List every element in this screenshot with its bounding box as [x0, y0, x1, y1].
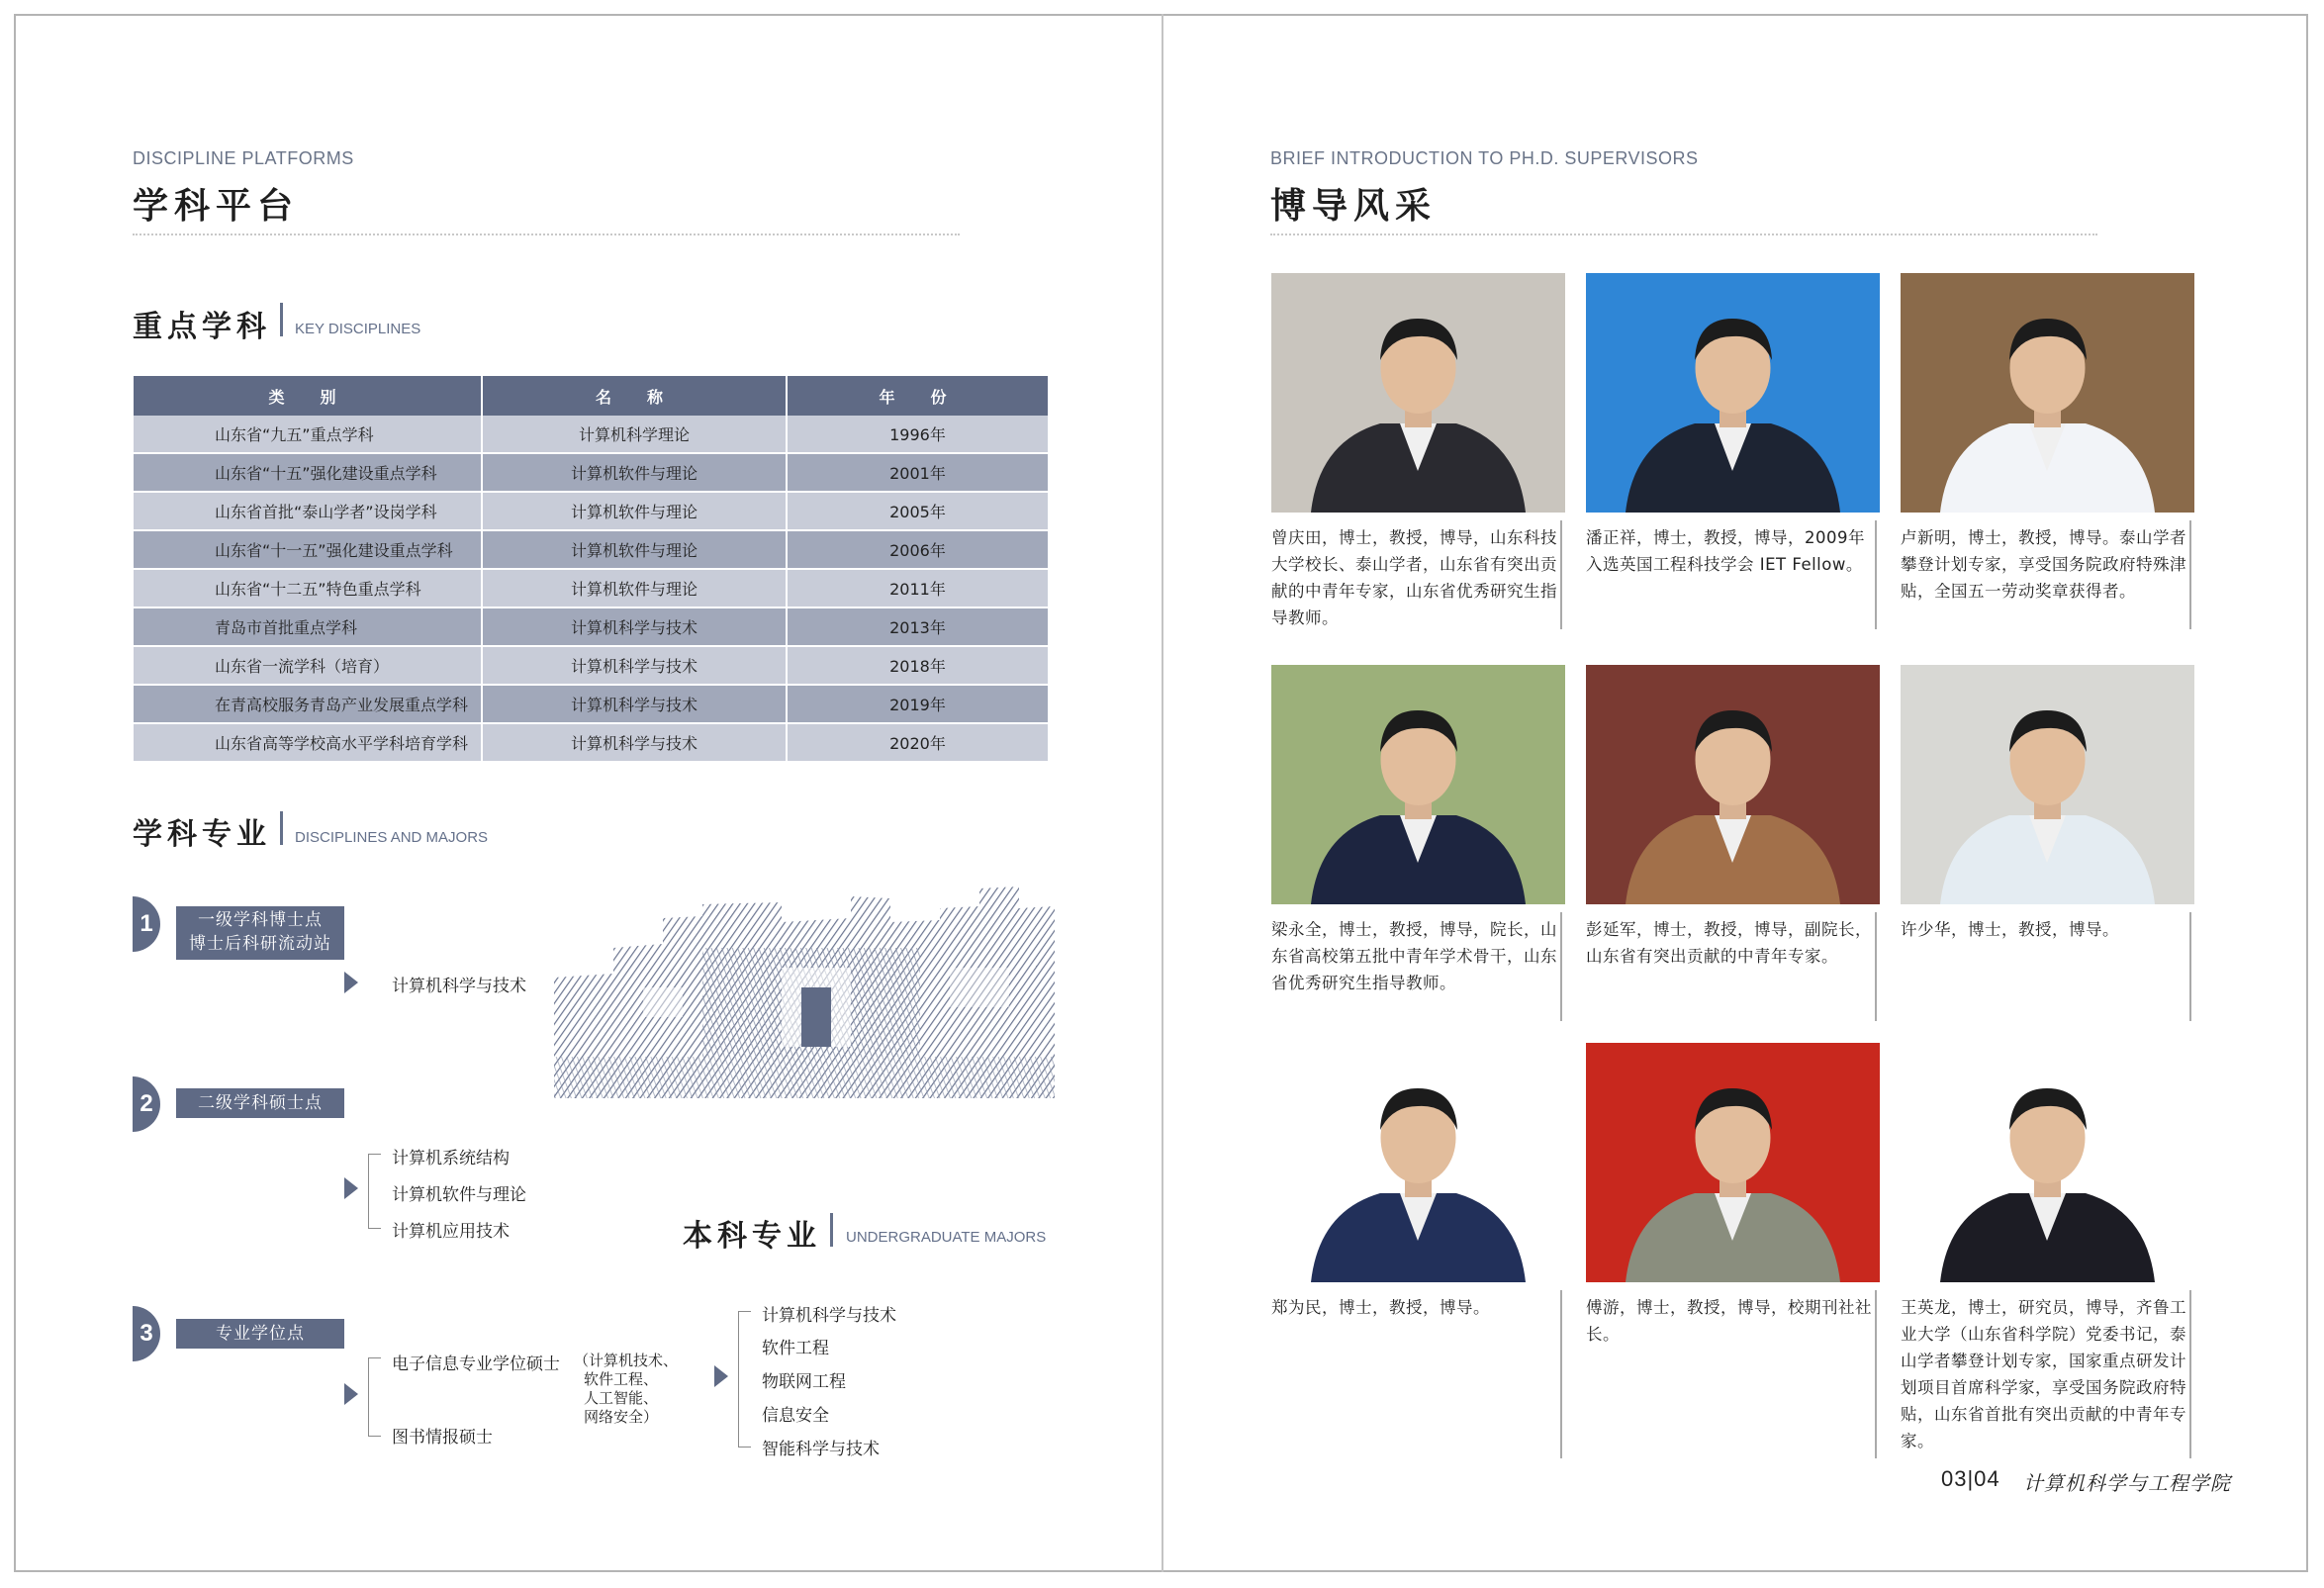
majors-title: 学科专业: [133, 817, 271, 852]
table-row: [134, 646, 1049, 685]
arrow-icon: [344, 972, 358, 993]
card-edge: [1560, 1290, 1562, 1458]
supervisor-photo: [1901, 665, 2194, 904]
supervisor-caption: 梁永全，博士，教授，博导，院长，山东省高校第五批中青年学术骨干，山东省优秀研究生指导教师。: [1271, 920, 1557, 992]
section-bar: [280, 811, 283, 845]
professional-item: 电子信息专业学位硕士: [392, 1354, 560, 1374]
table-cell: 计算机软件与理论: [482, 530, 787, 569]
supervisor-photo: [1271, 273, 1565, 513]
undergrad-title: 本科专业: [683, 1219, 821, 1254]
undergrad-title-en: UNDERGRADUATE MAJORS: [846, 1229, 1047, 1246]
table-cell: 2001年: [787, 453, 1049, 492]
supervisor-caption: 卢新明，博士，教授，博导。泰山学者攀登计划专家，享受国务院政府特殊津贴，全国五一劳动奖章获得者。: [1901, 528, 2186, 601]
column-header: 年 份: [787, 376, 1049, 416]
card-edge: [1875, 1290, 1877, 1458]
campus-sketch-image: [554, 879, 1055, 1098]
table-cell: 计算机科学与技术: [482, 646, 787, 685]
portrait-image: [1901, 665, 2194, 904]
card-edge: [1875, 912, 1877, 1021]
bracket: [368, 1154, 381, 1229]
card-edge: [1560, 912, 1562, 1021]
portrait-image: [1586, 273, 1880, 513]
key-disciplines-title-en: KEY DISCIPLINES: [295, 321, 421, 337]
professional-item-note: （计算机技术、 软件工程、 人工智能、 网络安全）: [574, 1352, 679, 1426]
supervisor-photo: [1271, 665, 1565, 904]
table-header-row: [134, 376, 1049, 416]
professional-item: 图书情报硕士: [392, 1428, 493, 1448]
supervisor-photo: [1271, 1043, 1565, 1282]
key-disciplines-title: 重点学科: [133, 310, 271, 344]
portrait-image: [1901, 1043, 2194, 1282]
supervisor-caption: 潘正祥，博士，教授，博导，2009年入选英国工程科技学会 IET Fellow。: [1586, 528, 1865, 574]
table-row: [134, 569, 1049, 607]
portrait-image: [1271, 273, 1565, 513]
table-cell: 山东省高等学校高水平学科培育学科: [134, 723, 482, 762]
table-cell: 2019年: [787, 685, 1049, 723]
table-cell: 计算机科学与技术: [482, 723, 787, 762]
supervisor-caption: 傅游，博士，教授，博导，校期刊社社长。: [1586, 1298, 1872, 1344]
table-cell: 山东省“十二五”特色重点学科: [134, 569, 482, 607]
arrow-icon: [344, 1383, 358, 1405]
table-cell: 计算机科学理论: [482, 416, 787, 453]
table-cell: 1996年: [787, 416, 1049, 453]
majors-title-en: DISCIPLINES AND MAJORS: [295, 829, 489, 846]
table-cell: 计算机软件与理论: [482, 569, 787, 607]
supervisor-photo: [1586, 665, 1880, 904]
table-cell: 计算机科学与技术: [482, 685, 787, 723]
doctoral-tag-line1: 一级学科博士点: [198, 910, 323, 930]
table-cell: 山东省“九五”重点学科: [134, 416, 482, 453]
doctoral-tag: [176, 906, 344, 960]
table-cell: 2006年: [787, 530, 1049, 569]
table-row: [134, 492, 1049, 530]
table-cell: 2005年: [787, 492, 1049, 530]
column-header: 类 别: [134, 376, 482, 416]
table-cell: 山东省首批“泰山学者”设岗学科: [134, 492, 482, 530]
left-divider: [133, 234, 960, 235]
doctoral-tag-line2: 博士后科研流动站: [189, 934, 331, 954]
table-cell: 计算机软件与理论: [482, 492, 787, 530]
master-item: 计算机应用技术: [392, 1222, 510, 1242]
page-numbers: 03|04: [1941, 1466, 2000, 1491]
section-bar: [830, 1213, 833, 1247]
table-cell: 2013年: [787, 607, 1049, 646]
doctoral-major: 计算机科学与技术: [392, 977, 526, 996]
card-edge: [2189, 520, 2191, 629]
undergrad-item: 物联网工程: [762, 1372, 846, 1392]
supervisor-caption: 王英龙，博士，研究员，博导，齐鲁工业大学（山东省科学院）党委书记，泰山学者攀登计划专家，国家重点研发计划项目首席科学家，享受国务院政府特贴，山东省首批有突出贡献的中青年专家。: [1901, 1298, 2186, 1450]
table-row: [134, 607, 1049, 646]
table-row: [134, 685, 1049, 723]
professional-degree-tag: 专业学位点: [176, 1319, 344, 1349]
table-cell: 在青高校服务青岛产业发展重点学科: [134, 685, 482, 723]
bracket: [368, 1357, 381, 1437]
undergrad-item: 信息安全: [762, 1406, 829, 1426]
card-edge: [1875, 520, 1877, 629]
group-number-1: 1: [133, 896, 160, 952]
table-cell: 2020年: [787, 723, 1049, 762]
portrait-image: [1271, 665, 1565, 904]
portrait-image: [1271, 1043, 1565, 1282]
undergrad-item: 计算机科学与技术: [762, 1306, 896, 1326]
table-cell: 2018年: [787, 646, 1049, 685]
arrow-icon: [714, 1365, 728, 1387]
right-heading-en: BRIEF INTRODUCTION TO PH.D. SUPERVISORS: [1270, 148, 1699, 168]
supervisor-caption: 郑为民，博士，教授，博导。: [1271, 1298, 1490, 1317]
master-tag: 二级学科硕士点: [176, 1088, 344, 1118]
table-cell: 山东省一流学科（培育）: [134, 646, 482, 685]
college-logo-text: 计算机科学与工程学院: [2023, 1471, 2231, 1495]
arrow-icon: [344, 1177, 358, 1199]
left-heading-en: DISCIPLINE PLATFORMS: [133, 148, 354, 168]
key-disciplines-table: [134, 376, 1050, 763]
left-heading-cn: 学科平台: [133, 186, 300, 227]
group-number-2: 2: [133, 1076, 160, 1132]
column-header: 名 称: [482, 376, 787, 416]
supervisor-photo: [1901, 1043, 2194, 1282]
supervisor-caption: 曾庆田，博士，教授，博导，山东科技大学校长、泰山学者，山东省有突出贡献的中青年专家，山东省优秀研究生指导教师。: [1271, 528, 1557, 627]
supervisor-photo: [1901, 273, 2194, 513]
supervisor-photo: [1586, 1043, 1880, 1282]
master-item: 计算机软件与理论: [392, 1185, 526, 1205]
table-cell: 青岛市首批重点学科: [134, 607, 482, 646]
card-edge: [2189, 1290, 2191, 1458]
table-cell: 2011年: [787, 569, 1049, 607]
card-edge: [1560, 520, 1562, 629]
page-spine: [1162, 14, 1163, 1572]
table-cell: 山东省“十五”强化建设重点学科: [134, 453, 482, 492]
group-number-3: 3: [133, 1306, 160, 1361]
table-row: [134, 416, 1049, 453]
table-row: [134, 530, 1049, 569]
supervisor-photo: [1586, 273, 1880, 513]
table-cell: 计算机软件与理论: [482, 453, 787, 492]
supervisor-caption: 许少华，博士，教授，博导。: [1901, 920, 2119, 939]
section-bar: [280, 303, 283, 336]
table-row: [134, 453, 1049, 492]
undergrad-item: 软件工程: [762, 1339, 829, 1358]
master-item: 计算机系统结构: [392, 1149, 510, 1168]
portrait-image: [1901, 273, 2194, 513]
table-cell: 山东省“十一五”强化建设重点学科: [134, 530, 482, 569]
card-edge: [2189, 912, 2191, 1021]
right-heading-cn: 博导风采: [1270, 186, 1438, 227]
bracket: [738, 1311, 751, 1448]
supervisor-caption: 彭延军，博士，教授，博导，副院长，山东省有突出贡献的中青年专家。: [1586, 920, 1872, 966]
right-divider: [1270, 234, 2097, 235]
portrait-image: [1586, 665, 1880, 904]
portrait-image: [1586, 1043, 1880, 1282]
table-row: [134, 723, 1049, 762]
table-cell: 计算机科学与技术: [482, 607, 787, 646]
undergrad-item: 智能科学与技术: [762, 1440, 880, 1459]
